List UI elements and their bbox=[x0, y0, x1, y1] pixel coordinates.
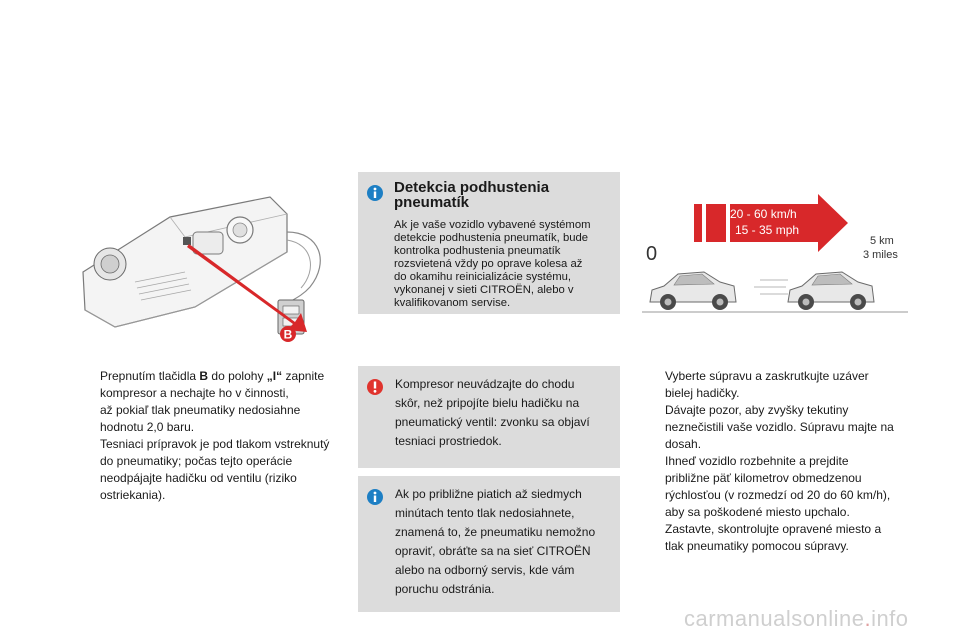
watermark-text: carmanualsonline bbox=[684, 606, 865, 631]
step-text bbox=[665, 453, 911, 521]
box-line: alebo na odborný servis, kde vám bbox=[395, 563, 575, 577]
step-line: neznečistili vaše vozidlo. Súpravu majte na bbox=[665, 420, 894, 434]
step-line: neodpájajte hadičku od ventilu (riziko bbox=[100, 471, 297, 485]
step-line: rýchlosťou (v rozmedzí od 20 do 60 km/h), bbox=[665, 488, 891, 502]
step-text-part: do polohy bbox=[208, 369, 267, 383]
step-line: Tesniaci prípravok je pod tlakom vstreknutý bbox=[100, 437, 330, 451]
box-line: pneumatický ventil: zvonku sa objaví bbox=[395, 415, 590, 429]
compressor-kit-illustration bbox=[75, 192, 338, 352]
step-line: približne päť kilometrov obmedzenou bbox=[665, 471, 862, 485]
step-remove-kit bbox=[641, 368, 911, 453]
box-line: do okamihu reinicializácie systému, bbox=[394, 271, 572, 283]
car-start bbox=[650, 272, 736, 310]
distance-km-label: 5 km bbox=[870, 235, 894, 247]
box-line: opraviť, obráťte sa na sieť CITROËN bbox=[395, 544, 591, 558]
box-line: kvalifikovanom servise. bbox=[394, 297, 511, 309]
tyre-pressure-detection-box bbox=[358, 172, 620, 314]
step-line: aby sa poškodené miesto upchalo. bbox=[665, 505, 850, 519]
watermark bbox=[684, 606, 909, 632]
box-line: rozsvietená vždy po oprave kolesa až bbox=[394, 258, 583, 270]
step-line: kompresor a nechajte ho v činnosti, bbox=[100, 386, 289, 400]
step-drive bbox=[641, 453, 911, 521]
step-text-part: Prepnutím tlačidla bbox=[100, 369, 200, 383]
box-line: minútach tento tlak nedosiahnete, bbox=[395, 506, 575, 520]
box-line: detekcie podhustenia pneumatík, bude bbox=[394, 232, 589, 244]
box-line: skôr, než pripojíte bielu hadičku na bbox=[395, 396, 580, 410]
watermark-dot: . bbox=[864, 606, 872, 631]
step-line: až pokiaľ tlak pneumatiky nedosiahne bbox=[100, 403, 301, 417]
step-check-repair bbox=[641, 521, 911, 555]
box-title bbox=[394, 180, 604, 210]
box-line: znamená to, že pneumatiku nemožno bbox=[395, 525, 596, 539]
step-line: do pneumatiky; počas tejto operácie bbox=[100, 454, 293, 468]
box-title-line: pneumatík bbox=[394, 194, 470, 211]
start-label: 0 bbox=[646, 243, 658, 265]
speed-mph-label: 15 - 35 mph bbox=[735, 223, 800, 237]
step-line bbox=[100, 368, 346, 385]
button-b-reference: B bbox=[199, 369, 209, 383]
button-b-marker bbox=[280, 326, 296, 342]
box-title-line: Detekcia podhustenia bbox=[394, 179, 550, 196]
step-line: hodnotu 2,0 baru. bbox=[100, 420, 195, 434]
step-text-part: zapnite bbox=[282, 369, 325, 383]
distance-miles-label: 3 miles bbox=[863, 249, 898, 261]
step-line: dosah. bbox=[665, 437, 702, 451]
step-text bbox=[665, 521, 911, 555]
car-moving bbox=[754, 272, 874, 310]
box-text bbox=[395, 375, 617, 451]
warning-icon bbox=[366, 378, 384, 396]
compressor-warning-box bbox=[358, 366, 620, 468]
step-line: tlak pneumatiky pomocou súpravy. bbox=[665, 539, 849, 553]
step-text bbox=[100, 368, 346, 504]
button-b-label: B bbox=[283, 327, 293, 342]
info-icon bbox=[366, 488, 384, 506]
kit-drawing bbox=[83, 197, 320, 334]
step-line: ostriekania). bbox=[100, 488, 166, 502]
step-line: Dávajte pozor, aby zvyšky tekutiny bbox=[665, 403, 849, 417]
step-line: Ihneď vozidlo rozbehnite a prejdite bbox=[665, 454, 849, 468]
step-line: Vyberte súpravu a zaskrutkujte uzáver bbox=[665, 369, 869, 383]
box-text bbox=[394, 219, 616, 310]
position-i-reference: „I“ bbox=[266, 369, 283, 383]
step-switch-on-compressor bbox=[76, 368, 346, 504]
step-text bbox=[665, 368, 911, 453]
box-line: kontrolka podhustenia pneumatík bbox=[394, 245, 561, 257]
repair-failure-info-box bbox=[358, 476, 620, 612]
step-line: Zastavte, skontrolujte opravené miesto a bbox=[665, 522, 882, 536]
box-text bbox=[395, 485, 617, 599]
box-line: poruchu odstránia. bbox=[395, 582, 495, 596]
box-line: tesniaci prostriedok. bbox=[395, 434, 502, 448]
step-line: bielej hadičky. bbox=[665, 386, 740, 400]
drive-distance-illustration bbox=[642, 192, 908, 318]
box-line: Kompresor neuvádzajte do chodu bbox=[395, 377, 575, 391]
box-line: Ak je vaše vozidlo vybavené systémom bbox=[394, 219, 591, 231]
info-icon bbox=[366, 184, 384, 202]
box-line: Ak po približne piatich až siedmych bbox=[395, 487, 582, 501]
box-line: vykonanej v sieti CITROËN, alebo v bbox=[394, 284, 574, 296]
speed-kmh-label: 20 - 60 km/h bbox=[730, 207, 797, 221]
watermark-text: info bbox=[871, 606, 909, 631]
